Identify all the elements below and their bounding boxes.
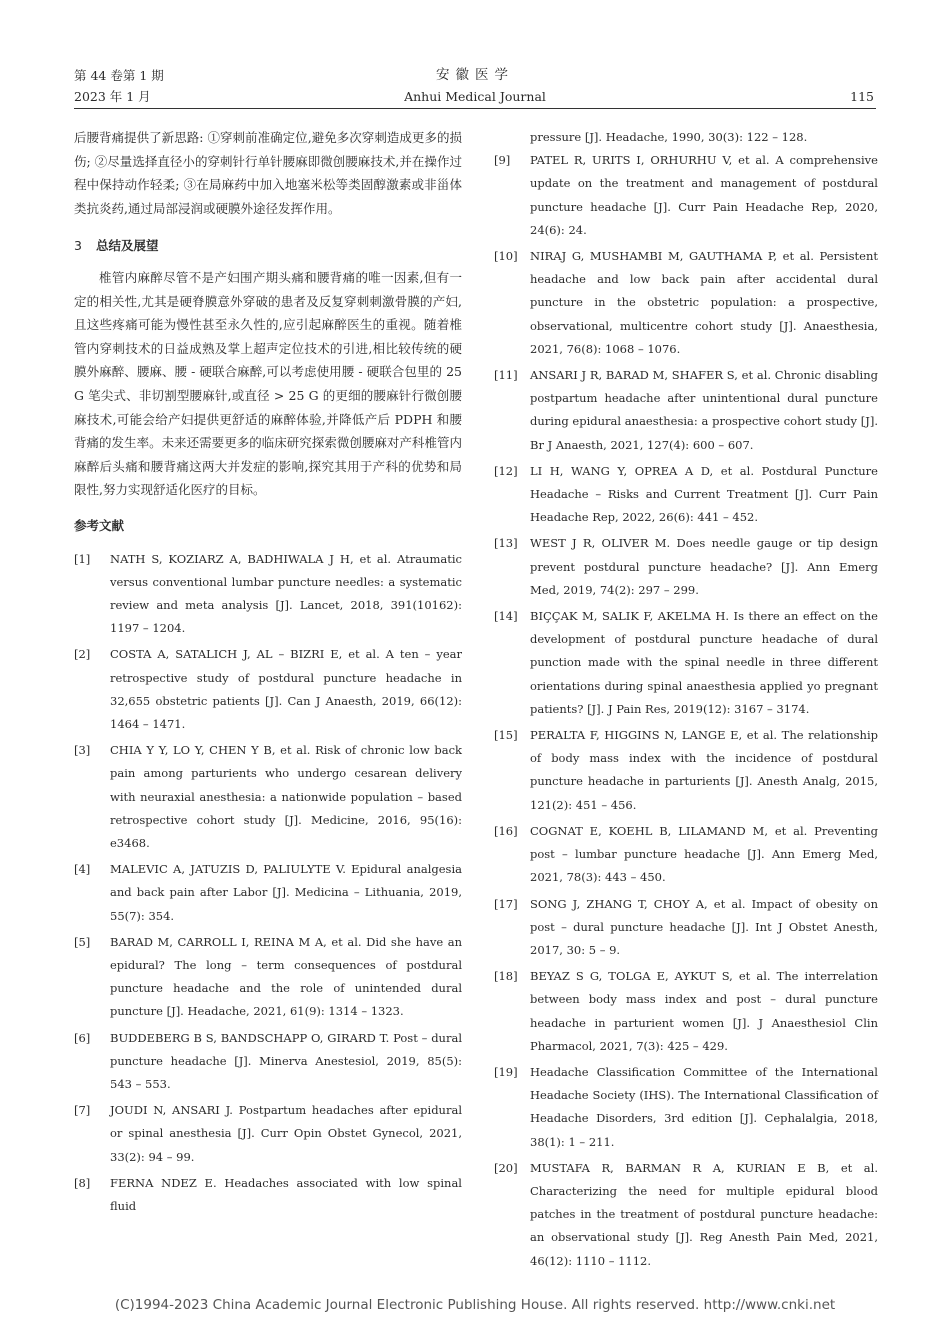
reference-text: PERALTA F, HIGGINS N, LANGE E, et al. The relationship of body mass index with the incidence of postdural puncture headache in parturients [J]. Anesth Analg, 2015, 121(2): 451 – 456. xyxy=(530,728,878,812)
reference-text: COGNAT E, KOEHL B, LILAMAND M, et al. Preventing post – lumbar puncture headache [J]. Ann Emerg Med, 2021, 78(3): 443 – 450. xyxy=(530,823,878,885)
reference-item xyxy=(74,548,462,641)
reference-item xyxy=(74,643,462,736)
reference-text: NIRAJ G, MUSHAMBI M, GAUTHAMA P, et al. Persistent headache and low back pain after accidental dural puncture in the obstetric population: a prospective, observational, multicentre cohort study [J]. Anaesthesia, 2021, 76(8): 1068 – 1076. xyxy=(530,249,878,356)
reference-text: ANSARI J R, BARAD M, SHAFER S, et al. Chronic disabling postpartum headache after unintentional dural puncture during epidural anaesthesia: a prospective cohort study [J]. Br J Anaesth, 2021, 127(4): 600 – 607. xyxy=(530,368,878,452)
reference-number: [3] xyxy=(74,743,91,758)
reference-item xyxy=(494,245,878,361)
reference-item xyxy=(74,739,462,855)
reference-text: MALEVIC A, JATUZIS D, PALIULYTE V. Epidural analgesia and back pain after Labor [J]. Medicina – Lithuania, 2019, 55(7): 354. xyxy=(110,862,462,923)
reference-number: [11] xyxy=(494,368,518,383)
reference-item xyxy=(494,460,878,530)
reference-number: [2] xyxy=(74,647,91,662)
reference-number: [4] xyxy=(74,862,91,877)
reference-text: COSTA A, SATALICH J, AL – BIZRI E, et al. A ten – year retrospective study of postdural puncture headache in 32,655 obstetric patients [J]. Can J Anaesth, 2019, 66(12): 1464 – 1471. xyxy=(110,647,462,731)
reference-number: [8] xyxy=(74,1175,91,1190)
intro-paragraph: 后腰背痛提供了新思路: ①穿刺前准确定位,避免多次穿刺造成更多的损伤; ②尽量选择直径小的穿刺针行单针腰麻即微创腰麻技术,并在操作过程中保持动作轻柔; ③在局麻药中加入地塞米松等类固醇激素或非甾体类抗炎药,通过局部浸润或硬膜外途径发挥作用。 xyxy=(74,130,462,216)
reference-number: [6] xyxy=(74,1030,91,1045)
reference-text: WEST J R, OLIVER M. Does needle gauge or tip design prevent postdural puncture headache? [J]. Ann Emerg Med, 2019, 74(2): 297 – 299. xyxy=(530,536,878,597)
reference-item xyxy=(74,1172,462,1218)
reference-number: [14] xyxy=(494,609,518,624)
reference-number: [5] xyxy=(74,934,91,949)
reference-text: BUDDEBERG B S, BANDSCHAPP O, GIRARD T. Post – dural puncture headache [J]. Minerva Anestesiol, 2019, 85(5): 543 – 553. xyxy=(110,1030,462,1091)
reference-text: CHIA Y Y, LO Y, CHEN Y B, et al. Risk of chronic low back pain among parturients who undergo cesarean delivery with neuraxial anesthesia: a nationwide population – based retrospective cohort study [J]. Medicine, 2016, 95(16): e3468. xyxy=(110,743,462,850)
reference-number: [17] xyxy=(494,896,518,911)
journal-title-cn: 安徽医学 xyxy=(436,67,514,83)
reference-number: [20] xyxy=(494,1160,518,1175)
reference-text: BIÇÇAK M, SALIK F, AKELMA H. Is there an effect on the development of postdural puncture headache of dural punction made with the spinal needle in three different orientations during spinal anaesthesia applied yo pregnant patients? [J]. J Pain Res, 2019(12): 3167 – 3174. xyxy=(530,609,878,716)
reference-item xyxy=(494,1157,878,1273)
reference-text: MUSTAFA R, BARMAN R A, KURIAN E B, et al. Characterizing the need for multiple epidural blood patches in the treatment of postdural puncture headache: an observational study [J]. Reg Anesth Pain Med, 2021, 46(12): 1110 – 1112. xyxy=(530,1160,878,1268)
left-column xyxy=(74,126,462,1221)
reference-item xyxy=(494,1061,878,1154)
reference-item xyxy=(494,605,878,721)
reference-number: [18] xyxy=(494,969,518,984)
reference-item xyxy=(494,364,878,457)
reference-item xyxy=(74,858,462,928)
reference-number: [19] xyxy=(494,1064,518,1079)
reference-item xyxy=(494,965,878,1058)
reference-number: [12] xyxy=(494,463,518,478)
reference-text: BEYAZ S G, TOLGA E, AYKUT S, et al. The interrelation between body mass index and post – dural puncture headache in parturient women [J]. J Anaesthesiol Clin Pharmacol, 2021, 7(3): 425 – 429. xyxy=(530,969,878,1053)
reference-number: [10] xyxy=(494,249,518,264)
reference-text: FERNA NDEZ E. Headaches associated with low spinal fluid xyxy=(110,1175,462,1213)
section-title: 总结及展望 xyxy=(95,238,159,254)
reference-number: [16] xyxy=(494,823,518,838)
reference-item xyxy=(494,532,878,602)
reference-continuation: pressure [J]. Headache, 1990, 30(3): 122 – 128. xyxy=(530,130,808,144)
references-title: 参考文献 xyxy=(74,517,125,533)
reference-text: LI H, WANG Y, OPREA A D, et al. Postdural Puncture Headache – Risks and Current Treatment [J]. Curr Pain Headache Rep, 2022, 26(6): 441 – 452. xyxy=(530,463,878,525)
section-number: 3 xyxy=(74,238,82,254)
reference-text: JOUDI N, ANSARI J. Postpartum headaches after epidural or spinal anesthesia [J]. Curr Opin Obstet Gynecol, 2021, 33(2): 94 – 99. xyxy=(110,1103,462,1164)
header-volume: 第 44 卷第 1 期 xyxy=(74,68,164,83)
references-list-right xyxy=(494,149,878,1273)
section-heading xyxy=(74,234,462,258)
reference-number: [7] xyxy=(74,1103,91,1118)
page-number: 115 xyxy=(850,89,874,104)
reference-text: NATH S, KOZIARZ A, BADHIWALA J H, et al. Atraumatic versus conventional lumbar puncture needles: a systematic review and meta analysis [J]. Lancet, 2018, 391(10162): 1197 – 1204. xyxy=(110,551,462,636)
reference-number: [9] xyxy=(494,153,511,168)
reference-number: [13] xyxy=(494,536,518,551)
summary-paragraph: 椎管内麻醉尽管不是产妇围产期头痛和腰背痛的唯一因素,但有一定的相关性,尤其是硬脊膜意外穿破的患者及反复穿刺刺激骨膜的产妇,且这些疼痛可能为慢性甚至永久性的,应引起麻醉医生的重视。随着椎管内穿刺技术的日益成熟及掌上超声定位技术的引进,相比较传统的硬膜外麻醉、腰麻、腰 - 硬联合麻醉,可以考虑使用腰 - 硬联合包里的 25 G 笔尖式、非切割型腰麻针,或直径 > 25 G 的更细的腰麻针行微创腰麻技术,可能会给产妇提供更舒适的麻醉体验,并降低产后 PDPH 和腰背痛的发生率。未来还需要更多的临床研究探索微创腰麻对产科椎管内麻醉后头痛和腰背痛这两大并发症的影响,探究其用于产科的优势和局限性,努力实现舒适化医疗的目标。 xyxy=(74,269,462,498)
reference-item xyxy=(74,1099,462,1169)
reference-number: [1] xyxy=(74,551,91,566)
reference-item xyxy=(494,893,878,963)
right-column xyxy=(494,126,878,1276)
reference-item xyxy=(74,1027,462,1097)
reference-number: [15] xyxy=(494,728,518,743)
reference-text: SONG J, ZHANG T, CHOY A, et al. Impact of obesity on post – dural puncture headache [J]. Int J Obstet Anesth, 2017, 30: 5 – 9. xyxy=(530,896,878,957)
reference-text: PATEL R, URITS I, ORHURHU V, et al. A comprehensive update on the treatment and management of postdural puncture headache [J]. Curr Pain Headache Rep, 2020, 24(6): 24. xyxy=(530,153,878,237)
reference-text: BARAD M, CARROLL I, REINA M A, et al. Did she have an epidural? The long – term consequences of postdural puncture headache and the role of unintended dural puncture [J]. Headache, 2021, 61(9): 1314 – 1323. xyxy=(110,934,462,1019)
reference-item xyxy=(74,931,462,1024)
journal-title-en: Anhui Medical Journal xyxy=(404,89,546,104)
reference-text: Headache Classification Committee of the International Headache Society (IHS). The International Classification of Headache Disorders, 3rd edition [J]. Cephalalgia, 2018, 38(1): 1 – 211. xyxy=(530,1064,878,1149)
copyright-footer: (C)1994-2023 China Academic Journal Electronic Publishing House. All rights reserved. http://www.cnki.net xyxy=(114,1297,836,1313)
header-date: 2023 年 1 月 xyxy=(74,89,151,104)
references-list-left xyxy=(74,548,462,1219)
reference-item xyxy=(494,724,878,817)
reference-item xyxy=(494,820,878,890)
reference-item xyxy=(494,149,878,242)
header-rule xyxy=(74,108,876,109)
